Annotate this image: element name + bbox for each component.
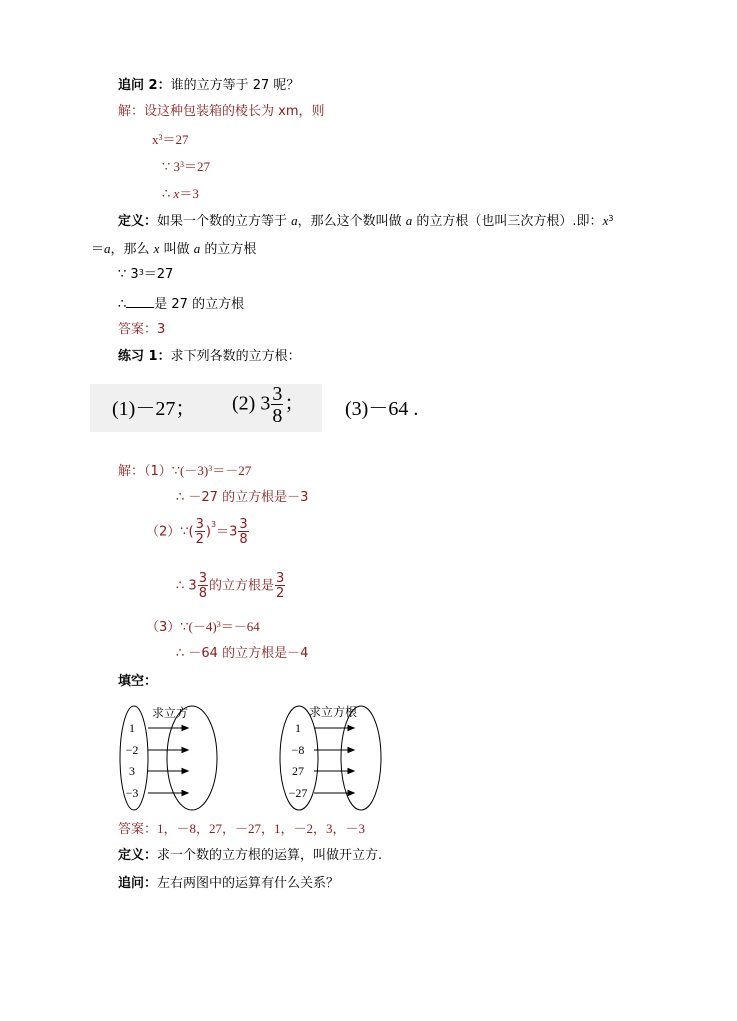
cube-root-diagram-title: 求立方根 (309, 705, 358, 719)
exercise-1-heading: 练习 1：求下列各数的立方根： (118, 349, 301, 364)
solution-intro: 解：设这种包装箱的棱长为 xm，则 (118, 104, 325, 119)
solution-part-2-result: ∴ 3 $\frac{3}{8}$ 的立方根是 $\frac{3}{2}$ (176, 571, 285, 601)
definition-cube-root-line2: ＝a，那么 x 叫做 a 的立方根 (91, 241, 257, 257)
solution-part-1: 解：$(1)\because(-3)^3=-27$ (118, 463, 252, 479)
cube-diagram-title: 求立方 (152, 706, 189, 720)
solution-part-3: $(3)\because(-4)^3=-64$ (146, 619, 260, 635)
solution-eq-3: ∴ x＝3 (162, 186, 199, 201)
cube-item-1: 1 (129, 721, 135, 735)
cube-root-mapping-diagram (278, 703, 384, 813)
cube-root-item-1: 1 (295, 721, 301, 735)
cube-mapping-diagram (118, 703, 222, 813)
solution-part-3-result: ∴ －64 的立方根是－4 (176, 646, 309, 661)
followup-question-3: 追问：左右两图中的运算有什么关系？ (118, 876, 340, 891)
answer-1: 答案：3 (118, 322, 166, 337)
solution-eq-1: $x^3=27$ (152, 132, 189, 147)
fill-therefore: ∴ 是 27 的立方根 (118, 294, 244, 314)
cube-root-item-2: −8 (291, 743, 305, 757)
exercise-item-1: (1)－27； (112, 398, 196, 420)
cube-item-2: −2 (125, 743, 139, 757)
blank-line[interactable] (126, 294, 154, 308)
cube-item-4: −3 (125, 786, 139, 800)
cube-item-3: 3 (129, 764, 135, 778)
definition-cube-root-extraction: 定义：求一个数的立方根的运算，叫做开立方. (118, 848, 383, 863)
solution-part-1-result: ∴ －27 的立方根是－3 (176, 490, 309, 505)
followup-text: 谁的立方等于 27 呢？ (170, 78, 300, 93)
exercise-item-3: (3)－64 . (345, 398, 419, 420)
cube-root-item-4: −27 (288, 786, 308, 800)
fill-heading: 填空： (118, 674, 158, 689)
definition-cube-root: 定义：如果一个数的立方等于 a，那么这个数叫做 a 的立方根（也叫三次方根）.即：$x^3$ (118, 213, 614, 229)
solution-eq-2: ∵ $3^3=27$ (162, 159, 211, 174)
solution-part-2: （2）∵( $\frac{3}{2}$ )$^3$＝3 $\frac{3}{8}$ (146, 517, 248, 547)
answer-2: 答案：1，－8，27，－27，1，－2，3，－3 (118, 821, 366, 837)
exercise-item-2: (2) 3 $\frac{3}{8}$ ； (232, 383, 305, 427)
followup-label: 追问 2： (118, 78, 171, 93)
followup-question-2 (118, 77, 299, 95)
fill-because: ∵ $3^3=27$ (118, 267, 174, 282)
cube-root-item-3: 27 (292, 764, 304, 778)
